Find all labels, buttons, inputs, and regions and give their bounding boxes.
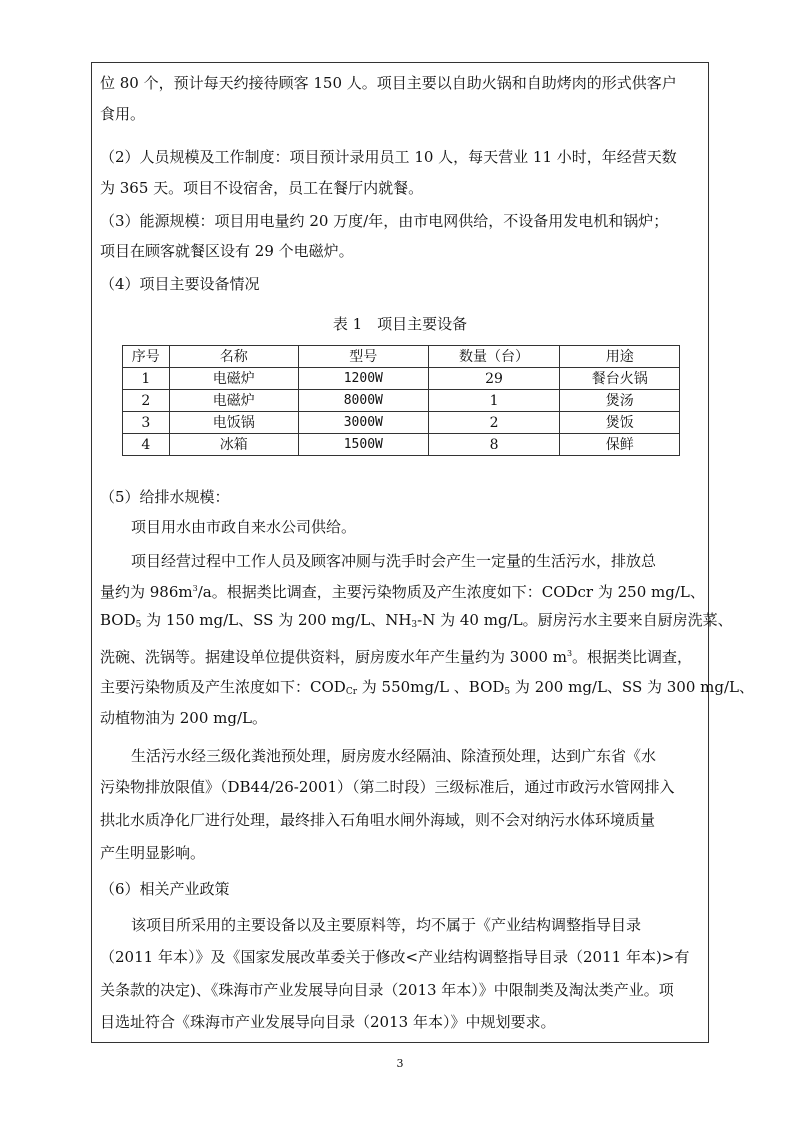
subscript: 5 [135, 620, 142, 630]
table-row [123, 412, 680, 434]
cell-use: 餐台火锅 [560, 368, 680, 390]
col-header-qty: 数量（台） [428, 346, 560, 368]
cell-model: 1200W [298, 368, 428, 390]
text-span: 为 150 mg/L、SS 为 200 mg/L、NH [141, 611, 412, 629]
text-span: 洗碗、洗锅等。据建设单位提供资料，厨房废水年产生量约为 3000 m [100, 648, 567, 666]
cell-use: 煲汤 [560, 390, 680, 412]
policy-line-3: 关条款的决定)、《珠海市产业发展导向目录（2013 年本）》中限制类及淘汰类产业。项 [100, 981, 674, 999]
cell-use: 煲饭 [560, 412, 680, 434]
intro-line-1: 位 80 个，预计每天约接待顾客 150 人。项目主要以自助火锅和自助烤肉的形式供客户 [100, 74, 677, 92]
cell-qty: 29 [428, 368, 560, 390]
cell-name: 电磁炉 [169, 390, 298, 412]
sewage-line-1: 项目经营过程中工作人员及顾客冲厕与洗手时会产生一定量的生活污水，排放总 [131, 552, 657, 570]
treatment-line-1: 生活污水经三级化粪池预处理，厨房废水经隔油、除渣预处理，达到广东省《水 [131, 747, 657, 765]
sewage-line-3 [100, 610, 733, 635]
cell-qty: 1 [428, 390, 560, 412]
equipment-table [122, 345, 680, 456]
superscript: 3 [566, 649, 573, 658]
col-header-name: 名称 [169, 346, 298, 368]
table-row [123, 368, 680, 390]
subscript: 3 [411, 620, 418, 630]
intro-line-2: 食用。 [100, 105, 146, 123]
text-span: BOD [100, 611, 136, 629]
col-header-use: 用途 [560, 346, 680, 368]
subscript: Cr [345, 687, 358, 697]
policy-line-4: 目选址符合《珠海市产业发展导向目录（2013 年本）》中规划要求。 [100, 1013, 556, 1031]
text-span: /a。根据类比调查，主要污染物质及产生浓度如下：CODcr 为 250 mg/L、 [197, 583, 705, 601]
subscript: 5 [504, 687, 511, 697]
section2-line-2: 为 365 天。项目不设宿舍，员工在餐厅内就餐。 [100, 179, 424, 197]
cell-no: 3 [123, 412, 170, 434]
text-span: 。根据类比调查， [572, 648, 693, 666]
sewage-line-4 [100, 644, 692, 667]
treatment-line-2: 污染物排放限值》（DB44/26-2001）（第二时段）三级标准后，通过市政污水管网排入 [100, 778, 675, 796]
treatment-line-3: 拱北水质净化厂进行处理，最终排入石角咀水闸外海域，则不会对纳污水体环境质量 [100, 811, 656, 829]
page-number: 3 [396, 1057, 404, 1070]
cell-model: 8000W [298, 390, 428, 412]
cell-name: 冰箱 [169, 434, 298, 456]
policy-line-2: （2011 年本）》及《国家发展改革委关于修改<产业结构调整指导目录（2011 年本)>有 [100, 948, 690, 966]
cell-qty: 2 [428, 412, 560, 434]
cell-no: 4 [123, 434, 170, 456]
water-supply-text: 项目用水由市政自来水公司供给。 [131, 518, 357, 536]
section5-heading: （5）给排水规模： [100, 488, 230, 506]
section3-line-2: 项目在顾客就餐区设有 29 个电磁炉。 [100, 242, 354, 260]
cell-name: 电饭锅 [169, 412, 298, 434]
section6-heading: （6）相关产业政策 [100, 880, 230, 898]
table-row [123, 390, 680, 412]
text-span: 为 550mg/L 、BOD [357, 678, 505, 696]
sewage-line-6: 动植物油为 200 mg/L。 [100, 709, 268, 727]
text-span: 量约为 986m [100, 583, 193, 601]
text-span: -N 为 40 mg/L。厨房污水主要来自厨房洗菜、 [417, 611, 733, 629]
table-header-row [123, 346, 680, 368]
sewage-line-5 [100, 677, 754, 702]
section2-line-1: （2）人员规模及工作制度：项目预计录用员工 10 人，每天营业 11 小时，年经营天数 [100, 148, 677, 166]
cell-no: 1 [123, 368, 170, 390]
section3-line-1: （3）能源规模：项目用电量约 20 万度/年，由市电网供给，不设备用发电机和锅炉； [100, 212, 669, 230]
text-span: 主要污染物质及产生浓度如下：COD [100, 678, 346, 696]
col-header-model: 型号 [298, 346, 428, 368]
text-span: 为 200 mg/L、SS 为 300 mg/L、 [510, 678, 754, 696]
superscript: 3 [192, 584, 198, 593]
cell-model: 3000W [298, 412, 428, 434]
policy-line-1: 该项目所采用的主要设备以及主要原料等，均不属于《产业结构调整指导目录 [131, 916, 642, 934]
col-header-no: 序号 [123, 346, 170, 368]
cell-use: 保鲜 [560, 434, 680, 456]
cell-no: 2 [123, 390, 170, 412]
cell-qty: 8 [428, 434, 560, 456]
table-caption: 表 1 项目主要设备 [332, 315, 468, 333]
treatment-line-4: 产生明显影响。 [100, 844, 206, 862]
cell-model: 1500W [298, 434, 428, 456]
sewage-line-2 [100, 579, 705, 602]
cell-name: 电磁炉 [169, 368, 298, 390]
table-row [123, 434, 680, 456]
section4-heading: （4）项目主要设备情况 [100, 275, 260, 293]
